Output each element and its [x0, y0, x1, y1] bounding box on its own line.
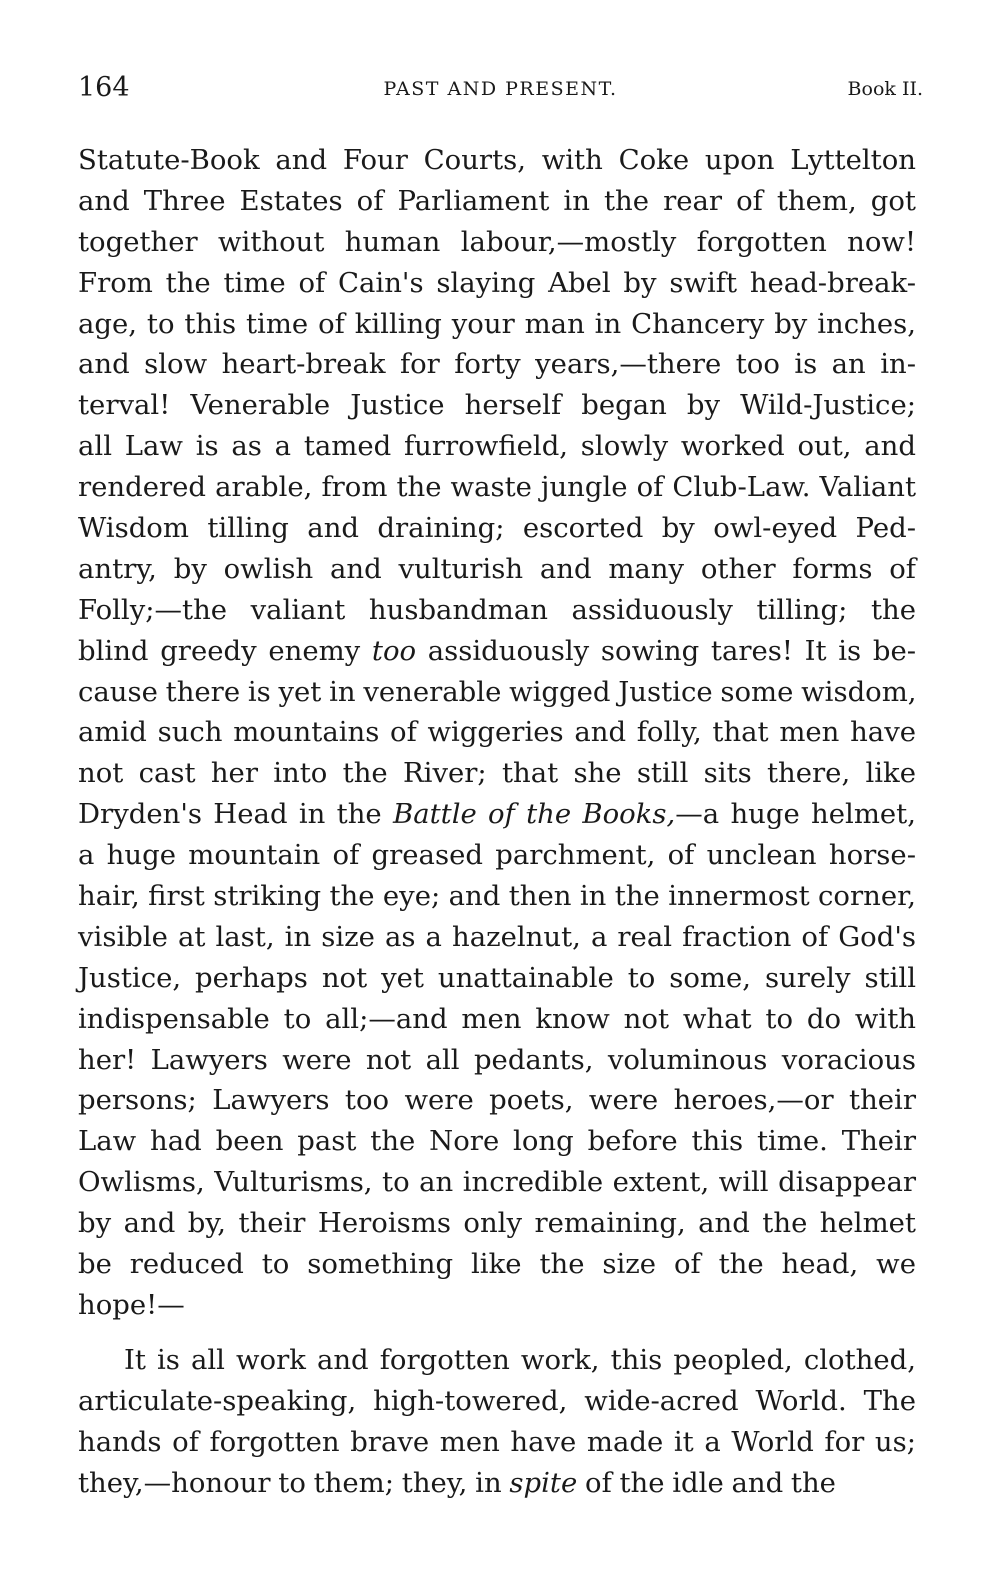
text-line: [78, 631, 916, 672]
text-line: Law had been past the Nore long before this time. Their: [78, 1125, 916, 1158]
running-title: PAST AND PRESENT.: [383, 78, 618, 100]
text-line: Wisdom tilling and draining; escorted by owl-eyed Ped-: [78, 512, 916, 545]
text-line: hair, first striking the eye; and then in the innermost corner,: [78, 880, 916, 913]
text-line: visible at last, in size as a hazelnut, a real fraction of God's: [78, 920, 916, 953]
text-line: persons; Lawyers too were poets, were heroes,—or their: [78, 1084, 916, 1117]
text-line: Justice, perhaps not yet unattainable to some, surely still: [78, 961, 916, 994]
text-line: all Law is as a tamed furrowfield, slowly worked out, and: [78, 430, 916, 463]
text-run: blind greedy enemy: [78, 634, 372, 667]
text-line: a huge mountain of greased parchment, of unclean horse-: [78, 839, 916, 872]
italic-run: too: [371, 634, 417, 667]
italic-run: spite: [509, 1466, 578, 1499]
paragraph-gap: [78, 1326, 916, 1340]
paragraph: [78, 1340, 916, 1504]
text-line: indispensable to all;—and men know not what to do with: [78, 1002, 916, 1035]
text-line: [78, 1463, 916, 1504]
text-line: be reduced to something like the size of the head, we: [78, 1248, 916, 1281]
text-line: not cast her into the River; that she still sits there, like: [78, 757, 916, 790]
page-number: 164: [78, 72, 130, 103]
text-line: by and by, their Heroisms only remaining, and the helmet: [78, 1207, 916, 1240]
text-run: —a huge helmet,: [675, 798, 916, 831]
text-run: Dryden's Head in the: [78, 798, 393, 831]
text-line: Owlisms, Vulturisms, to an incredible extent, will disappear: [78, 1166, 916, 1199]
text-run: of the idle and the: [577, 1466, 836, 1499]
text-line: articulate-speaking, high-towered, wide-acred World. The: [78, 1384, 916, 1417]
text-run: they,—honour to them; they, in: [78, 1466, 510, 1499]
text-line: rendered arable, from the waste jungle of Club-Law. Valiant: [78, 471, 916, 504]
text-line: hope!—: [78, 1288, 185, 1321]
text-line: [78, 794, 916, 835]
text-line: Folly;—the valiant husbandman assiduously tilling; the: [78, 593, 916, 626]
text-line: Statute-Book and Four Courts, with Coke upon Lyttelton: [78, 144, 916, 176]
text-line: and slow heart-break for forty years,—there too is an in-: [78, 348, 916, 381]
book-reference: Book II.: [847, 78, 923, 100]
text-run: assiduously sowing tares! It is be-: [416, 634, 917, 667]
text-line: antry, by owlish and vulturish and many other forms of: [78, 552, 916, 585]
paragraph: [78, 140, 916, 1326]
running-header: [78, 72, 923, 112]
text-line: It is all work and forgotten work, this peopled, clothed,: [124, 1343, 916, 1376]
text-line: amid such mountains of wiggeries and folly, that men have: [78, 716, 916, 749]
text-line: From the time of Cain's slaying Abel by swift head-break-: [78, 266, 916, 299]
text-line: her! Lawyers were not all pedants, voluminous voracious: [78, 1043, 916, 1076]
text-line: hands of forgotten brave men have made it a World for us;: [78, 1425, 916, 1458]
text-line: and Three Estates of Parliament in the rear of them, got: [78, 184, 916, 217]
italic-run: Battle of the Books,: [392, 798, 676, 831]
text-line: terval! Venerable Justice herself began by Wild-Justice;: [78, 389, 916, 422]
text-line: age, to this time of killing your man in Chancery by inches,: [78, 307, 916, 340]
text-line: cause there is yet in venerable wigged Justice some wisdom,: [78, 675, 917, 708]
body-text: [78, 140, 916, 1503]
text-line: together without human labour,—mostly forgotten now!: [78, 225, 916, 258]
